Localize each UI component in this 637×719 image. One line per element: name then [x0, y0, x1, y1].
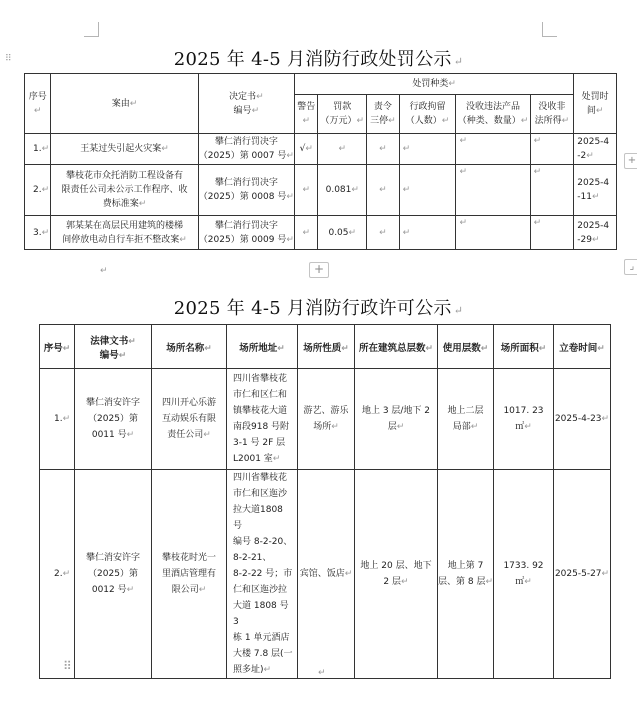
header-venue-address: 场所地址↵: [227, 325, 298, 369]
header-time-l1: 处罚时: [581, 91, 609, 102]
row-address-line: 编号 8-2-20、: [233, 537, 293, 547]
row-confiscate-income: ↵: [530, 165, 574, 216]
row-index-text: 2.: [33, 185, 42, 195]
header-time-l2: 间: [586, 105, 596, 116]
row-case-l2: 限责任公司未公示工作程序、收: [61, 185, 188, 195]
header-venue-name-text: 场所名称: [166, 342, 205, 354]
row-date-l1: 2025-4: [577, 178, 610, 188]
row-address-line: L2001 室: [233, 454, 273, 464]
row-case-l1: 攀枝花市众托消防工程设备有: [65, 171, 183, 181]
table-row: [40, 369, 611, 470]
table-row: [40, 470, 611, 679]
header-area-text: 场所面积: [500, 342, 539, 354]
header-doc-l1: 法律文书: [90, 335, 129, 347]
header-floors-used-text: 使用层数: [442, 342, 481, 354]
table2-drag-handle-icon[interactable]: ⠿: [63, 659, 72, 673]
row-venue-type: 宾馆、饭店↵: [298, 470, 355, 679]
header-area: 场所面积↵: [494, 325, 554, 369]
row-index: 2.↵: [40, 470, 75, 679]
row-warning: ↵: [295, 165, 318, 216]
row-index-text: 1.: [33, 144, 42, 154]
header-order-stop-l1: 责令: [373, 102, 392, 112]
row-floors-used-l2: 局部: [452, 422, 471, 432]
penalty-title: 2025 年 4-5 月消防行政处罚公示 ↵: [173, 49, 464, 70]
row-doc: 攀仁消安许字 （2025）第 0012 号↵: [75, 470, 152, 679]
row-area: 1733. 92 ㎡↵: [494, 470, 554, 679]
row-total-floors: 地上 3 层/地下 2 层↵: [355, 369, 438, 470]
header-penalty-type: 处罚种类↵: [295, 74, 574, 95]
row-fine: 0.05↵: [318, 216, 367, 250]
row-floors-used: 地上第 7 层、第 8 层↵: [438, 470, 494, 679]
row-address-line: 四川省攀枝花: [233, 374, 288, 384]
row-date-l2: -29: [577, 234, 592, 245]
row-venue-name-l2: 里酒店管理有: [161, 569, 216, 579]
row-detention: ↵: [399, 134, 456, 165]
row-confiscate-income: ↵: [530, 134, 574, 165]
row-decision: 攀仁消行罚决字 （2025）第 0009 号↵: [198, 216, 294, 250]
row-venue-type-l1: 宾馆、饭店: [299, 569, 345, 579]
row-total-floors-l1: 地上 20 层、地下: [360, 561, 432, 571]
row-detention: ↵: [399, 216, 456, 250]
row-total-floors-l2: 层: [387, 422, 397, 432]
row-order-stop: ↵: [367, 165, 399, 216]
row-address-line: 镇攀枝花大道: [233, 406, 288, 416]
row-doc-l2: （2025）第: [88, 569, 138, 579]
row-venue-type: 游艺、游乐 场所↵: [298, 369, 355, 470]
row-date: 2025-4 -11↵: [574, 165, 617, 216]
row-confiscate-goods: ↵: [456, 165, 530, 216]
row-address-line: 大楼 7.8 层(一: [233, 649, 293, 659]
row-doc-l3: 0012 号: [91, 585, 127, 595]
header-order-stop: 责令 三停↵: [367, 95, 399, 134]
row-address-line: 3-1 号 2F 层: [233, 438, 286, 448]
row-filing-date-text: 2025-5-27: [554, 569, 602, 579]
row-doc: 攀仁消安许字 （2025）第 0011 号↵: [75, 369, 152, 470]
row-venue-name-l1: 攀枝花时光一: [161, 553, 216, 563]
row-date-l2: -2: [577, 151, 587, 161]
row-venue-name: 四川开心乐游 互动娱乐有限 责任公司↵: [152, 369, 227, 470]
row-floors-used: 地上二层 局部↵: [438, 369, 494, 470]
row-case: 王某过失引起火灾案↵: [51, 134, 198, 165]
row-index-text: 3.: [33, 227, 42, 238]
row-address-line: 8-2-21、: [233, 553, 272, 563]
row-index: 1.↵: [25, 134, 51, 165]
row-date: 2025-4 -2↵: [574, 134, 617, 165]
row-total-floors-l1: 地上 3 层/地下 2: [361, 406, 431, 416]
row-venue-name-l3: 责任公司: [167, 430, 204, 440]
row-case-l1: 王某过失引起火灾案: [80, 144, 162, 154]
table1-add-row-icon[interactable]: +: [309, 262, 329, 278]
crop-mark-top-right: [542, 22, 557, 37]
row-floors-used-l2: 层、第 8 层: [438, 577, 486, 587]
header-index: 序号↵: [40, 325, 75, 369]
row-confiscate-goods: ↵: [456, 216, 530, 250]
header-confiscate-goods-l2: （种类、数量）: [457, 116, 521, 126]
row-area-l2: ㎡: [515, 577, 525, 587]
header-fine-l1: 罚款: [333, 102, 352, 112]
header-detention: 行政拘留 （人数）↵: [399, 95, 456, 134]
row-area-l1: 1733. 92: [503, 561, 544, 571]
row-venue-address: 四川省攀枝花 市仁和区迤沙 拉大道1808 号 编号 8-2-20、 8-2-21、 8-2-22 号；市 仁和区迤沙拉 大道 1808 号 3 栋 1 单元酒店 大楼 7.8 层(一 照多址)↵: [227, 470, 298, 679]
row-order-stop: ↵: [367, 134, 399, 165]
row-index: 1.↵: [40, 369, 75, 470]
header-confiscate-income: 没收非 法所得↵: [530, 95, 574, 134]
header-confiscate-goods-l1: 没收违法产品: [466, 102, 521, 112]
header-detention-l1: 行政拘留: [409, 102, 446, 112]
row-area-l1: 1017. 23: [503, 406, 544, 416]
permit-title-text: 2025 年 4-5 月消防行政许可公示: [173, 298, 452, 319]
header-decision: 决定书↵ 编号↵: [198, 74, 294, 134]
row-venue-type-l1: 游艺、游乐: [303, 406, 349, 416]
header-venue-address-text: 场所地址: [239, 342, 278, 354]
row-area: 1017. 23 ㎡↵: [494, 369, 554, 470]
row-doc-l2: （2025）第: [88, 414, 138, 424]
table-row: [25, 165, 617, 216]
penalty-table: [24, 73, 617, 250]
row-decision-l2: （2025）第 0009 号: [198, 234, 287, 245]
row-detention: ↵: [399, 165, 456, 216]
row-date-l1: 2025-4: [577, 220, 610, 231]
row-total-floors: 地上 20 层、地下 2 层↵: [355, 470, 438, 679]
header-doc-l2: 编号: [99, 349, 119, 361]
row-filing-date: 2025-4-23↵: [554, 369, 611, 470]
header-doc: 法律文书↵ 编号↵: [75, 325, 152, 369]
row-decision: 攀仁消行罚决字 （2025）第 0008 号↵: [198, 165, 294, 216]
row-venue-name-l1: 四川开心乐游: [161, 398, 216, 408]
row-index: 3.↵: [25, 216, 51, 250]
header-venue-type-text: 场所性质: [303, 342, 342, 354]
header-warning: 警告↵: [295, 95, 318, 134]
row-venue-name: 攀枝花时光一 里酒店管理有 限公司↵: [152, 470, 227, 679]
header-confiscate-income-l1: 没收非: [538, 102, 566, 112]
row-address-line: 大道 1808 号 3: [233, 601, 289, 627]
table1-resize-icon[interactable]: ⌟: [624, 259, 637, 275]
row-floors-used-l1: 地上二层: [447, 406, 484, 416]
row-venue-type-l2: 场所: [313, 422, 332, 432]
row-decision-l2: （2025）第 0008 号: [198, 192, 287, 202]
row-date: 2025-4 -29↵: [574, 216, 617, 250]
row-warning: ↵: [295, 216, 318, 250]
header-floors-used: 使用层数↵: [438, 325, 494, 369]
header-warning-text: 警告: [297, 102, 316, 112]
row-warning: √↵: [295, 134, 318, 165]
row-venue-name-l3: 限公司: [171, 585, 199, 595]
row-decision-l1: 攀仁消行罚决字: [214, 137, 278, 147]
header-index-text: 序号: [43, 342, 63, 354]
permit-title: 2025 年 4-5 月消防行政许可公示 ↵: [173, 298, 464, 319]
row-confiscate-goods: ↵: [456, 134, 530, 165]
row-fine-text: 0.05: [328, 227, 349, 238]
header-fine: 罚款 （万元）↵: [318, 95, 367, 134]
header-case-text: 案由: [111, 98, 130, 109]
row-case: 郭某某在高层民用建筑的楼梯 间停放电动自行车拒不整改案↵: [51, 216, 198, 250]
row-warning-text: √: [299, 144, 306, 154]
header-confiscate-income-l2: 法所得: [534, 116, 562, 126]
row-total-floors-l2: 2 层: [383, 577, 402, 587]
row-order-stop: ↵: [367, 216, 399, 250]
row-confiscate-income: ↵: [530, 216, 574, 250]
row-index-text: 2.: [54, 569, 63, 579]
row-address-line: 栋 1 单元酒店: [233, 633, 290, 643]
table1-add-column-icon[interactable]: +: [624, 153, 637, 169]
table-row: [25, 216, 617, 250]
row-decision-l1: 攀仁消行罚决字: [214, 220, 278, 231]
permit-table: [39, 324, 611, 679]
row-area-l2: ㎡: [515, 422, 525, 432]
row-fine-text: 0.081: [325, 185, 352, 195]
penalty-title-text: 2025 年 4-5 月消防行政处罚公示: [173, 49, 452, 70]
table-row: [25, 134, 617, 165]
row-case: 攀枝花市众托消防工程设备有 限责任公司未公示工作程序、收 费标准案↵: [51, 165, 198, 216]
row-venue-name-l2: 互动娱乐有限: [161, 414, 216, 424]
row-index: 2.↵: [25, 165, 51, 216]
row-case-l2: 间停放电动自行车拒不整改案: [62, 234, 180, 245]
row-case-l3: 费标准案: [102, 199, 139, 209]
row-address-line: 8-2-22 号；市: [233, 569, 293, 579]
row-decision: 攀仁消行罚决字 （2025）第 0007 号↵: [198, 134, 294, 165]
row-address-line: 仁和区迤沙拉: [233, 585, 288, 595]
row-index-text: 1.: [54, 414, 63, 424]
header-fine-l2: （万元）: [320, 116, 357, 126]
row-floors-used-l1: 地上第 7: [447, 561, 484, 571]
row-address-line: 四川省攀枝花: [233, 473, 288, 483]
row-date-l2: -11: [577, 192, 592, 202]
row-address-line: 南段918 号附: [233, 422, 290, 432]
row-address-line: 市仁和区迤沙: [233, 489, 288, 499]
header-decision-l2: 编号: [233, 105, 252, 116]
row-doc-l1: 攀仁消安许字: [85, 398, 140, 408]
header-index-text: 序号: [28, 91, 47, 102]
header-filing-time: 立卷时间↵: [554, 325, 611, 369]
row-filing-date: 2025-5-27↵: [554, 470, 611, 679]
header-decision-l1: 决定书: [229, 91, 257, 102]
header-venue-type: 场所性质↵: [298, 325, 355, 369]
header-order-stop-l2: 三停: [370, 116, 389, 126]
row-fine: 0.081↵: [318, 165, 367, 216]
header-total-floors: 所在建筑总层数↵: [355, 325, 438, 369]
header-time: 处罚时 间↵: [574, 74, 617, 134]
row-decision-l2: （2025）第 0007 号: [198, 151, 287, 161]
header-confiscate-goods: 没收违法产品 （种类、数量）↵: [456, 95, 530, 134]
crop-mark-top-left: [84, 22, 99, 37]
row-doc-l1: 攀仁消安许字: [85, 553, 140, 563]
header-venue-name: 场所名称↵: [152, 325, 227, 369]
header-total-floors-text: 所在建筑总层数: [358, 342, 426, 354]
paragraph-mark: ↵: [318, 668, 326, 678]
row-address-line: 照多址): [233, 665, 264, 675]
header-filing-time-text: 立卷时间: [559, 342, 598, 354]
header-case: 案由↵: [51, 74, 198, 134]
row-case-l1: 郭某某在高层民用建筑的楼梯: [65, 220, 183, 231]
paragraph-mark: ↵: [100, 266, 108, 276]
row-address-line: 拉大道1808 号: [233, 505, 283, 531]
row-address-line: 市仁和区仁和: [233, 390, 288, 400]
row-venue-address: 四川省攀枝花 市仁和区仁和 镇攀枝花大道 南段918 号附 3-1 号 2F 层 L2001 室↵: [227, 369, 298, 470]
row-fine: ↵: [318, 134, 367, 165]
table1-drag-handle-icon[interactable]: ⠿: [5, 54, 12, 64]
row-doc-l3: 0011 号: [91, 430, 127, 440]
header-index: 序号↵: [25, 74, 51, 134]
row-decision-l1: 攀仁消行罚决字: [214, 178, 278, 188]
row-filing-date-text: 2025-4-23: [554, 414, 602, 424]
header-penalty-type-text: 处罚种类: [412, 79, 449, 89]
row-date-l1: 2025-4: [577, 137, 610, 147]
header-detention-l2: （人数）: [405, 116, 442, 126]
